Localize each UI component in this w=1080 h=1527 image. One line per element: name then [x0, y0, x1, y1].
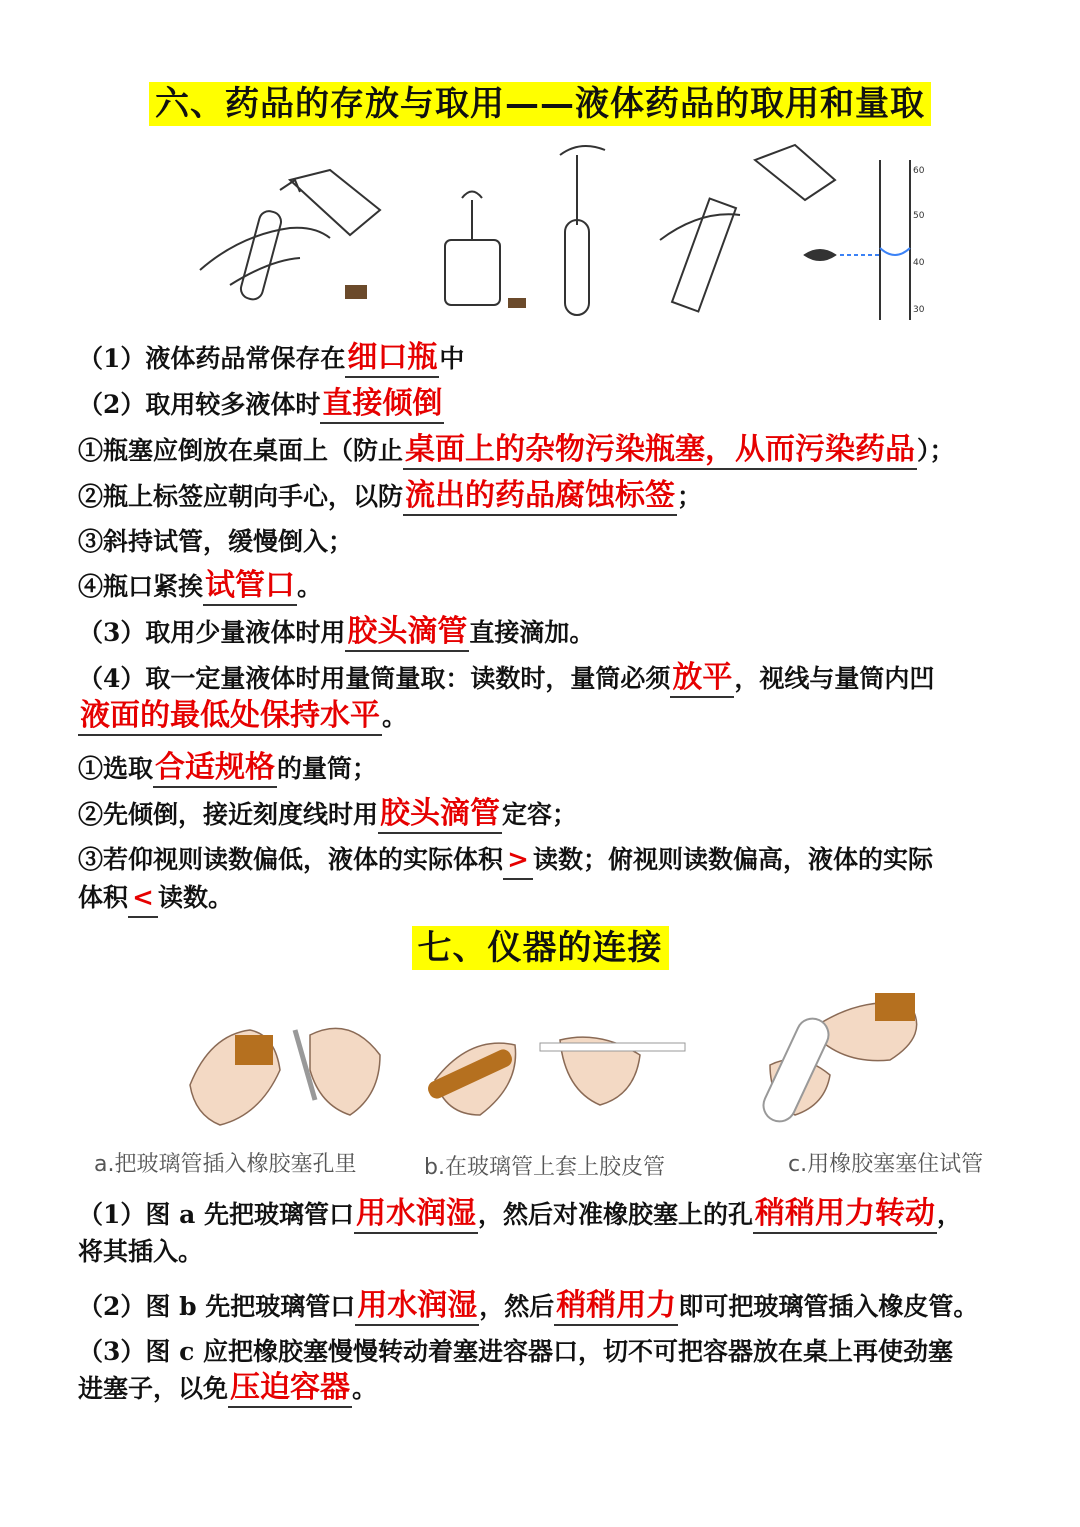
dropper-bulb — [462, 192, 482, 199]
eye-icon — [805, 250, 835, 260]
section6-title-wrap — [0, 82, 1080, 126]
test-tube — [565, 220, 589, 315]
answer-blank: 试管口 — [203, 568, 297, 606]
answer-blank: 用水润湿 — [354, 1196, 478, 1234]
bottle-neck — [280, 180, 300, 192]
answer-blank: < — [128, 880, 158, 918]
step-3: （3）图 c 应把橡胶塞慢慢转动着塞进容器口，切不可把容器放在桌上再使劲塞 进塞子，以免压迫容器。 — [78, 1334, 1008, 1408]
answer-blank: 合适规格 — [153, 750, 277, 788]
section7-title: 七、仪器的连接 — [412, 926, 669, 970]
answer-blank: 胶头滴管 — [345, 614, 469, 652]
answer-blank: 稍稍用力 — [554, 1288, 678, 1326]
answer-blank: 桌面上的杂物污染瓶塞，从而污染药品 — [403, 432, 917, 470]
answer-blank: 直接倾倒 — [320, 386, 444, 424]
liquid-handling-figure — [180, 140, 940, 325]
reagent-bottle — [290, 170, 380, 235]
paragraph-4: ②瓶上标签应朝向手心，以防流出的药品腐蚀标签； — [78, 478, 1008, 516]
test-tube — [239, 209, 284, 302]
step-1: （1）图 a 先把玻璃管口用水润湿，然后对准橡胶塞上的孔稍稍用力转动， 将其插入。 — [78, 1196, 963, 1266]
answer-blank: 流出的药品腐蚀标签 — [403, 478, 677, 516]
scale-label: 40 — [913, 258, 925, 268]
paragraph-7: （3）取用少量液体时用胶头滴管直接滴加。 — [78, 614, 1008, 652]
meniscus — [880, 248, 910, 255]
measuring-cylinder — [672, 199, 736, 312]
section6-title: 六、药品的存放与取用——液体药品的取用和量取 — [149, 82, 931, 126]
caption-a: a.把玻璃管插入橡胶塞孔里 — [94, 1152, 357, 1177]
section7-title-wrap — [0, 926, 1080, 970]
scale-label: 60 — [913, 166, 925, 176]
answer-blank: 细口瓶 — [345, 340, 439, 378]
paragraph-6: ④瓶口紧挨试管口。 — [78, 568, 1008, 606]
scale-label: 30 — [913, 305, 925, 315]
paragraph-10: ②先倾倒，接近刻度线时用胶头滴管定容； — [78, 796, 1008, 834]
answer-blank: 用水润湿 — [355, 1288, 479, 1326]
paragraph-11: ③若仰视则读数偏低，液体的实际体积 > 读数；俯视则读数偏高，液体的实际 体积 < 读数。 — [78, 842, 1008, 918]
dropper-bottle — [445, 240, 500, 305]
answer-blank: 放平 — [670, 660, 734, 698]
rubber-stopper — [875, 993, 915, 1021]
reagent-bottle — [755, 145, 835, 200]
paragraph-2: （2）取用较多液体时直接倾倒 — [78, 386, 1008, 424]
answer-blank: 胶头滴管 — [378, 796, 502, 834]
caption-b: b.在玻璃管上套上胶皮管 — [424, 1155, 665, 1180]
answer-blank: 稍稍用力转动 — [753, 1196, 937, 1234]
paragraph-8: （4）取一定量液体时用量筒量取：读数时，量筒必须放平，视线与量筒内凹 液面的最低处保持水平。 — [78, 660, 1008, 736]
caption-c: c.用橡胶塞塞住试管 — [788, 1152, 984, 1177]
stopper — [345, 285, 367, 299]
paragraph-5: ③斜持试管，缓慢倒入； — [78, 527, 354, 556]
hand-shape — [560, 146, 605, 155]
answer-blank: > — [503, 842, 533, 880]
paragraph-9: ①选取合适规格的量筒； — [78, 750, 1008, 788]
answer-blank: 液面的最低处保持水平 — [78, 698, 382, 736]
hand-shape — [310, 1028, 380, 1115]
step-2: （2）图 b 先把玻璃管口用水润湿，然后稍稍用力即可把玻璃管插入橡皮管。 — [78, 1288, 1008, 1326]
paragraph-1: （1）液体药品常保存在细口瓶中 — [78, 340, 1008, 378]
rubber-stopper — [235, 1035, 273, 1065]
hand-shape — [200, 228, 330, 270]
apparatus-connection-figure — [170, 975, 1020, 1145]
scale-label: 50 — [913, 211, 925, 221]
glass-tube — [540, 1043, 685, 1051]
stopper — [508, 298, 526, 308]
paragraph-3: ①瓶塞应倒放在桌面上（防止桌面上的杂物污染瓶塞，从而污染药品）； — [78, 432, 1008, 470]
answer-blank: 压迫容器 — [228, 1370, 352, 1408]
